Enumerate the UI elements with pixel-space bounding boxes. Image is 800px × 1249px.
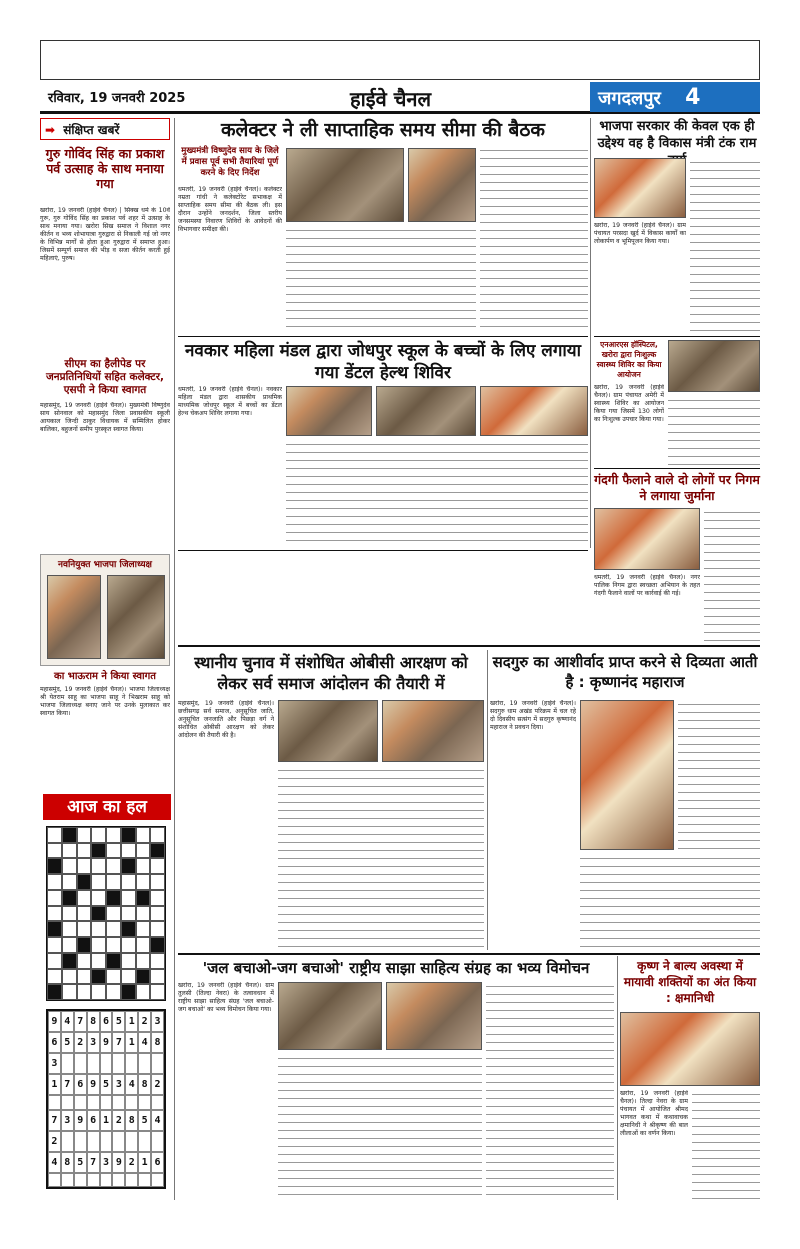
- sudoku-cell: 8: [61, 1152, 74, 1173]
- sudoku-cell: 3: [100, 1152, 113, 1173]
- book-launch-photo: [278, 982, 382, 1050]
- story-text-lines: [286, 226, 476, 332]
- story-text-lines: [668, 396, 760, 466]
- sudoku-cell: 4: [61, 1011, 74, 1032]
- todays-solution-banner: आज का हल: [43, 794, 171, 820]
- story-body: खरोरा, 19 जनवरी (हाईवे चैनल)। सदगुरु धाम अखंड परिक्रम में चल रहे दो दिवसीय सत्संग में सदगुरु कृष्णानंद महाराज ने प्रवचन दिया।: [490, 700, 576, 731]
- story-body: खरोरा, 19 जनवरी (हाईवे चैनल)। ग्राम पंचायत अमेरी में स्वास्थ्य शिविर का आयोजन किया गया जिसमें 130 लोगों का निःशुल्क उपचार किया गया।: [594, 384, 664, 423]
- brief-news-banner: [40, 118, 170, 140]
- sudoku-cell: [125, 1131, 138, 1152]
- sudoku-cell: [74, 1173, 87, 1188]
- story-headline: गुरु गोविंद सिंह का प्रकाश पर्व उत्साह के साथ मनाया गया: [45, 146, 165, 191]
- sudoku-cell: 8: [87, 1011, 100, 1032]
- sudoku-cell: 4: [125, 1074, 138, 1095]
- story-body: खरोरा, 19 जनवरी (हाईवे चैनल)। ग्राम तुलसी (तिल्दा नेवरा) के तत्वावधान में राष्ट्रीय साझा साहित्य संग्रह 'जल बचाओ-जग बचाओ' का भव्य विमोचन किया गया।: [178, 982, 274, 1013]
- sudoku-cell: 1: [100, 1110, 113, 1131]
- sudoku-cell: 7: [87, 1152, 100, 1173]
- sudoku-grid: [46, 1009, 166, 1189]
- sudoku-cell: 3: [151, 1011, 164, 1032]
- sudoku-cell: 2: [112, 1110, 125, 1131]
- satsang-photo: [580, 700, 674, 850]
- book-launch-photo: [386, 982, 482, 1050]
- sudoku-cell: [151, 1053, 164, 1074]
- meeting-photo: [286, 148, 404, 222]
- main-headline: स्थानीय चुनाव में संशोधित ओबीसी आरक्षण को लेकर सर्व समाज आंदोलन की तैयारी में: [194, 653, 468, 693]
- story-text-lines: [678, 700, 760, 850]
- sudoku-cell: 1: [125, 1011, 138, 1032]
- issue-date: रविवार, 19 जनवरी 2025: [48, 91, 186, 106]
- main-headline: कृष्ण ने बाल्य अवस्था में मायावी शक्तियों का अंत किया : क्षमानिधी: [623, 959, 757, 1005]
- sudoku-cell: [125, 1095, 138, 1110]
- right-headline: भाजपा सरकार की केवल एक ही उद्देश्य वह है विकास मंत्री टंक राम: [597, 119, 757, 151]
- society-photo: [278, 700, 378, 762]
- sudoku-cell: 6: [151, 1152, 164, 1173]
- portrait-photo: [107, 575, 165, 659]
- main-headline: नवकार महिला मंडल द्वारा जोधपुर स्कूल के बच्चों के लिए लगाया गया डेंटल हेल्थ शिविर: [184, 341, 582, 383]
- advert-title: नवनियुक्त भाजपा जिलाध्यक्ष: [57, 560, 153, 570]
- sudoku-cell: [48, 1173, 61, 1188]
- sudoku-cell: 8: [125, 1110, 138, 1131]
- sudoku-cell: 2: [138, 1011, 151, 1032]
- sudoku-cell: [138, 1095, 151, 1110]
- event-photo: [594, 158, 686, 218]
- sudoku-cell: [112, 1131, 125, 1152]
- story-text-lines: [278, 766, 484, 950]
- crossword-grid: [46, 826, 166, 1001]
- edition-badge: [590, 82, 760, 112]
- meeting-photo: [408, 148, 476, 222]
- sudoku-cell: 6: [48, 1032, 61, 1053]
- sudoku-cell: 4: [48, 1152, 61, 1173]
- sudoku-cell: 3: [87, 1032, 100, 1053]
- sudoku-cell: 5: [112, 1011, 125, 1032]
- story-body: खरोरा, 19 जनवरी (हाईवे चैनल)। तिल्दा नेवरा के ग्राम पंचायत में आयोजित श्रीमद भागवत कथा में कथावाचक क्षमानिधी ने श्रीकृष्ण की बाल लीलाओं का वर्णन किया।: [620, 1090, 688, 1137]
- story-subheadline: मुख्यमंत्री विष्णुदेव साय के जिले में प्रवास पूर्व सभी तैयारियां पूर्ण करने के दिए निर्देश: [181, 146, 279, 178]
- main-headline: कलेक्टर ने ली साप्ताहिक समय सीमा की बैठक: [220, 119, 546, 141]
- story-text-lines: [480, 146, 588, 332]
- sudoku-cell: 2: [151, 1074, 164, 1095]
- right-headline: गंदगी फैलाने वाले दो लोगों पर निगम ने लगाया जुर्माना: [594, 472, 760, 503]
- school-photo: [286, 386, 372, 436]
- sudoku-cell: [112, 1095, 125, 1110]
- story-headline: सीएम का हैलीपेड पर जनप्रतिनिधियों सहित कलेक्टर, एसपी ने किया स्वागत: [45, 358, 164, 396]
- sudoku-cell: 6: [100, 1011, 113, 1032]
- sudoku-cell: [151, 1095, 164, 1110]
- sudoku-cell: 9: [87, 1074, 100, 1095]
- story-text-lines: [692, 1090, 760, 1200]
- sudoku-cell: [48, 1095, 61, 1110]
- story-text-lines: [690, 158, 760, 332]
- story-body: महासमुंद, 19 जनवरी (हाईवे चैनल)। भाजपा जिलाध्यक्ष श्री येतराम साहू का भाजपा साहू ने भिखराम साहू को भाजपा जिलाध्यक्ष बनाए जाने पर उनके मुलाकात कर स्वागत किया।: [40, 686, 170, 717]
- edition-name: जगदलपुर: [598, 88, 661, 109]
- story-body: धमतरी, 19 जनवरी (हाईवे चैनल)। कलेक्टर नम्रता गांधी ने कलेक्टोरेट सभाकक्ष में साप्ताहिक समय सीमा की बैठक ली। इस दौरान उन्होंने जनदर्शन, जिला स्तरीय जनसमस्या निवारण शिविरों के आवेदनों की विभागवार समीक्षा की।: [178, 186, 282, 233]
- sudoku-cell: [61, 1173, 74, 1188]
- sudoku-cell: 8: [151, 1032, 164, 1053]
- story-text-lines: [580, 854, 760, 950]
- story-headline: का भाऊराम ने किया स्वागत: [54, 671, 156, 682]
- sudoku-cell: 9: [48, 1011, 61, 1032]
- city-photo: [594, 508, 700, 570]
- sudoku-cell: 2: [48, 1131, 61, 1152]
- main-headline: 'जल बचाओ-जग बचाओ' राष्ट्रीय साझा साहित्य संग्रह का भव्य विमोचन: [202, 959, 590, 977]
- arrow-icon: ➡: [45, 123, 56, 137]
- sudoku-cell: 9: [112, 1152, 125, 1173]
- society-photo: [382, 700, 484, 762]
- sudoku-cell: 1: [48, 1074, 61, 1095]
- right-headline: एनआरएस हॉस्पिटल, खरोरा द्वारा निःशुल्क स्वास्थ्य शिविर का किया आयोजन: [596, 340, 662, 379]
- sudoku-cell: 1: [138, 1152, 151, 1173]
- sudoku-cell: [138, 1053, 151, 1074]
- sudoku-cell: [87, 1173, 100, 1188]
- sudoku-cell: 6: [87, 1110, 100, 1131]
- story-text-lines: [704, 508, 760, 642]
- brief-news-label: संक्षिप्त खबरें: [63, 123, 120, 137]
- sudoku-cell: [100, 1131, 113, 1152]
- sudoku-cell: [87, 1131, 100, 1152]
- story-body: महासमुंद, 19 जनवरी (हाईवे चैनल)। मुख्यमंत्री विष्णुदेव साय सोनवाल को महासमुंद जिला प्रवासकीय स्कूली आयकाल जिन्दी ठाकुर विधायक में सम्मिलित होकर बालिका, बहुजनों समीप पुरस्कृत स्वागत किया।: [40, 402, 170, 433]
- sudoku-cell: [74, 1095, 87, 1110]
- sudoku-cell: 5: [74, 1152, 87, 1173]
- sudoku-cell: 2: [125, 1152, 138, 1173]
- story-body: महासमुंद, 19 जनवरी (हाईवे चैनल)। छत्तीसगढ़ सर्व समाज, अनुसूचित जाति, अनुसूचित जनजाति और पिछड़ा वर्ग ने संशोधित ओबीसी आरक्षण को लेकर आंदोलन की तैयारी की है।: [178, 700, 274, 739]
- sudoku-cell: [100, 1173, 113, 1188]
- sudoku-cell: [61, 1131, 74, 1152]
- sudoku-cell: 7: [48, 1110, 61, 1131]
- sudoku-cell: 2: [74, 1032, 87, 1053]
- sudoku-cell: 4: [151, 1110, 164, 1131]
- sudoku-cell: [74, 1131, 87, 1152]
- story-body: धमतरी, 19 जनवरी (हाईवे चैनल)। नगर पालिक निगम द्वारा स्वच्छता अभियान के तहत गंदगी फैलाने वालों पर कार्रवाई की गई।: [594, 574, 700, 597]
- newspaper-name: हाईवे चैनल: [350, 87, 432, 111]
- sudoku-cell: 6: [74, 1074, 87, 1095]
- story-text-lines: [278, 1054, 482, 1200]
- story-body: खरोरा, 19 जनवरी (हाईवे चैनल) | सिक्ख धर्म के 10वें गुरू, गुरु गोविंद सिंह का प्रकाश पर्व शहर में उत्साह के साथ मनाया गया। खरोरा सिख समाज ने विशाल नगर कीर्तन व भव्य शोभायात्रा गुरुद्वारा से निकाली गई जो नगर के विभिन्न मार्गों से होता हुआ गुरुद्वारा में समाप्त हुआ। जिसमें सम्पूर्ण समाज की भीड़ व सजा कीर्तन करती हुई महिलाएं, पुरुष।: [40, 207, 170, 262]
- sudoku-cell: 3: [48, 1053, 61, 1074]
- sudoku-cell: [138, 1131, 151, 1152]
- sudoku-cell: 4: [138, 1032, 151, 1053]
- sudoku-cell: [61, 1053, 74, 1074]
- top-advert-box: [40, 40, 760, 80]
- sudoku-cell: 7: [61, 1074, 74, 1095]
- school-photo: [376, 386, 476, 436]
- main-headline: सदगुरु का आशीर्वाद प्राप्त करने से दिव्यता आती है : कृष्णानंद महाराज: [492, 653, 758, 691]
- sudoku-cell: [100, 1095, 113, 1110]
- sudoku-cell: 3: [61, 1110, 74, 1131]
- sudoku-cell: 9: [74, 1110, 87, 1131]
- sudoku-cell: 5: [61, 1032, 74, 1053]
- sudoku-cell: [100, 1053, 113, 1074]
- sudoku-cell: [112, 1053, 125, 1074]
- sudoku-cell: 7: [112, 1032, 125, 1053]
- story-body: धमतरी, 19 जनवरी (हाईवे चैनल)। नवकार महिला मंडल द्वारा शासकीय प्राथमिक माध्यमिक जोधपुर स्कूल में बच्चों का डेंटल हेल्थ चेकअप शिविर लगाया गया।: [178, 386, 282, 417]
- sudoku-cell: [151, 1173, 164, 1188]
- sudoku-cell: [125, 1053, 138, 1074]
- sudoku-cell: 9: [100, 1032, 113, 1053]
- sudoku-cell: [87, 1053, 100, 1074]
- katha-photo: [620, 1012, 760, 1086]
- sudoku-cell: 5: [138, 1110, 151, 1131]
- advert-box: [40, 554, 170, 666]
- story-body: खरोरा, 19 जनवरी (हाईवे चैनल)। ग्राम पंचायत परसदा खुर्द में विकास कार्यों का लोकार्पण व भूमिपूजन किया गया।: [594, 222, 686, 245]
- sudoku-cell: 1: [125, 1032, 138, 1053]
- page-header: [40, 82, 760, 114]
- sudoku-cell: [138, 1173, 151, 1188]
- sudoku-cell: 7: [74, 1011, 87, 1032]
- sudoku-cell: 8: [138, 1074, 151, 1095]
- sudoku-cell: [125, 1173, 138, 1188]
- sudoku-cell: [74, 1053, 87, 1074]
- sudoku-cell: [87, 1095, 100, 1110]
- sudoku-cell: [112, 1173, 125, 1188]
- portrait-photo: [47, 575, 101, 659]
- sudoku-cell: [61, 1095, 74, 1110]
- sudoku-cell: [151, 1131, 164, 1152]
- story-text-lines: [286, 440, 588, 548]
- sudoku-cell: 3: [112, 1074, 125, 1095]
- story-text-lines: [486, 982, 614, 1200]
- health-camp-photo: [668, 340, 760, 392]
- sudoku-cell: 5: [100, 1074, 113, 1095]
- page-number: 4: [685, 85, 701, 110]
- school-photo: [480, 386, 588, 436]
